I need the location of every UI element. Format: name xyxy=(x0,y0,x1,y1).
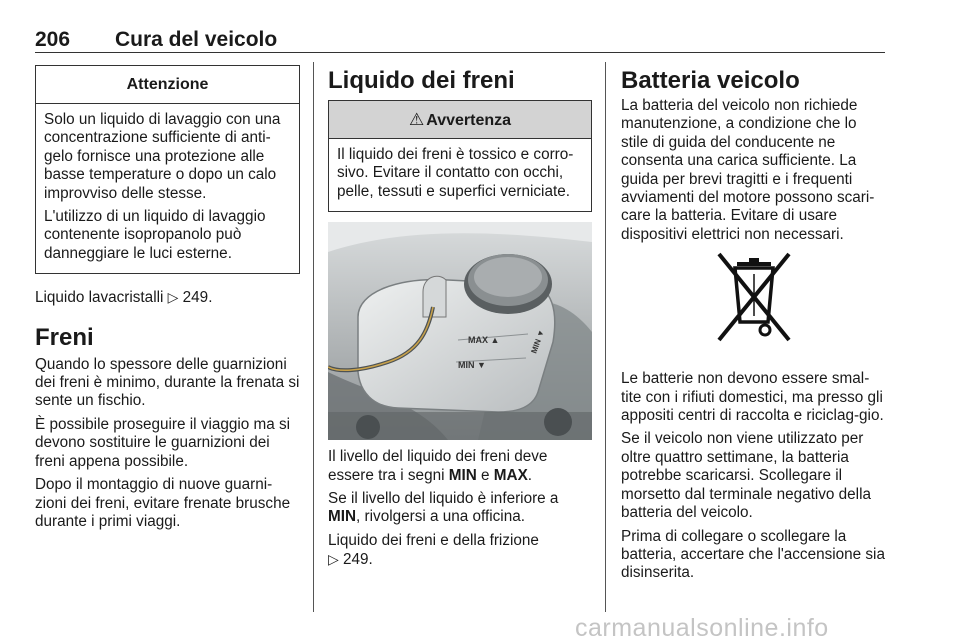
min-mark-label: MIN ▼ xyxy=(458,360,486,371)
crossed-out-wheeled-bin-icon xyxy=(715,250,793,348)
page-header xyxy=(35,24,885,53)
brakes-paragraph: È possibile proseguire il viaggio ma si devono sostituire le guarnizioni dei freni appena possibile. xyxy=(35,415,291,470)
battery-intro: La batteria del veicolo non richiede manutenzione, a condizione che lo stile di guida del conducente ne consenta una carica sufficiente. La guida per brevi tragitti e i frequenti avviamenti del motore possono scari-care la batteria. Evitare di usare dispositivi elettrici non necessari. xyxy=(621,97,875,243)
warning-box xyxy=(328,100,592,212)
page-number: 206 xyxy=(35,28,71,51)
warning-title: Avvertenza xyxy=(426,112,512,129)
brakes-paragraph: Dopo il montaggio di nuove guarni-zioni dei freni, evitare frenate brusche durante i primi viaggi. xyxy=(35,476,291,530)
brake-fluid-heading: Liquido dei freni xyxy=(328,67,515,94)
crossref-arrow-icon: ▷ xyxy=(167,289,179,306)
washer-ref-page[interactable]: 249. xyxy=(182,289,213,307)
watermark: carmanualsonline.info xyxy=(575,614,829,642)
battery-paragraph: Prima di collegare o scollegare la batteria, accertare che l'accensione sia disinserita. xyxy=(621,527,885,582)
low-level-paragraph: Se il livello del liquido è inferiore a MIN, rivolgersi a una officina. xyxy=(328,490,559,526)
clutch-ref-text: Liquido dei freni e della frizione xyxy=(328,531,539,549)
crossref-arrow-icon: ▷ xyxy=(328,551,339,568)
level-paragraph: Il livello del liquido dei freni deve essere tra i segni MIN e MAX. xyxy=(328,448,548,484)
column-right xyxy=(621,65,887,588)
section-title: Cura del veicolo xyxy=(115,28,278,51)
battery-paragraph: Le batterie non devono essere smal-tite con i rifiuti domestici, ma presso gli appositi centri di raccolta e riciclag-gio. xyxy=(621,370,884,425)
max-mark-label: MAX ▲ xyxy=(468,335,500,346)
clutch-fluid-reference xyxy=(328,532,592,570)
column-middle xyxy=(328,65,592,575)
column-left xyxy=(35,65,300,536)
brake-fluid-reservoir-photo xyxy=(328,222,592,440)
min-side-mark-label: MIN ▼ xyxy=(529,328,547,355)
column-divider xyxy=(313,62,314,612)
attention-paragraph: Solo un liquido di lavaggio con una concentrazione sufficiente di anti-gelo fornisce una protezione alle basse temperature o dopo un calo improvviso delle stesse. xyxy=(44,111,281,202)
battery-paragraph: Se il veicolo non viene utilizzato per oltre quattro settimane, la batteria potrebbe scaricarsi. Scollegare il morsetto dal terminale negativo della batteria del veicolo. xyxy=(621,430,871,522)
brakes-heading: Freni xyxy=(35,323,94,351)
attention-box xyxy=(35,65,300,274)
warning-text: Il liquido dei freni è tossico e corro-sivo. Evitare il contatto con occhi, pelle, tessuti e superfici verniciate. xyxy=(337,146,574,200)
warning-triangle-icon: ⚠ xyxy=(408,110,425,129)
warning-header xyxy=(329,101,591,139)
brakes-paragraph: Quando lo spessore delle guarnizioni dei freni è minimo, durante la frenata si sente un fischio. xyxy=(35,355,300,410)
column-divider xyxy=(605,62,606,612)
clutch-ref-page[interactable]: 249. xyxy=(343,551,373,569)
attention-title: Attenzione xyxy=(36,66,299,104)
washer-ref-text: Liquido lavacristalli xyxy=(35,289,164,307)
battery-heading: Batteria veicolo xyxy=(621,67,800,94)
attention-paragraph: L'utilizzo di un liquido di lavaggio contenente isopropanolo può danneggiare le luci esterne. xyxy=(44,208,266,262)
washer-fluid-reference xyxy=(35,288,300,307)
